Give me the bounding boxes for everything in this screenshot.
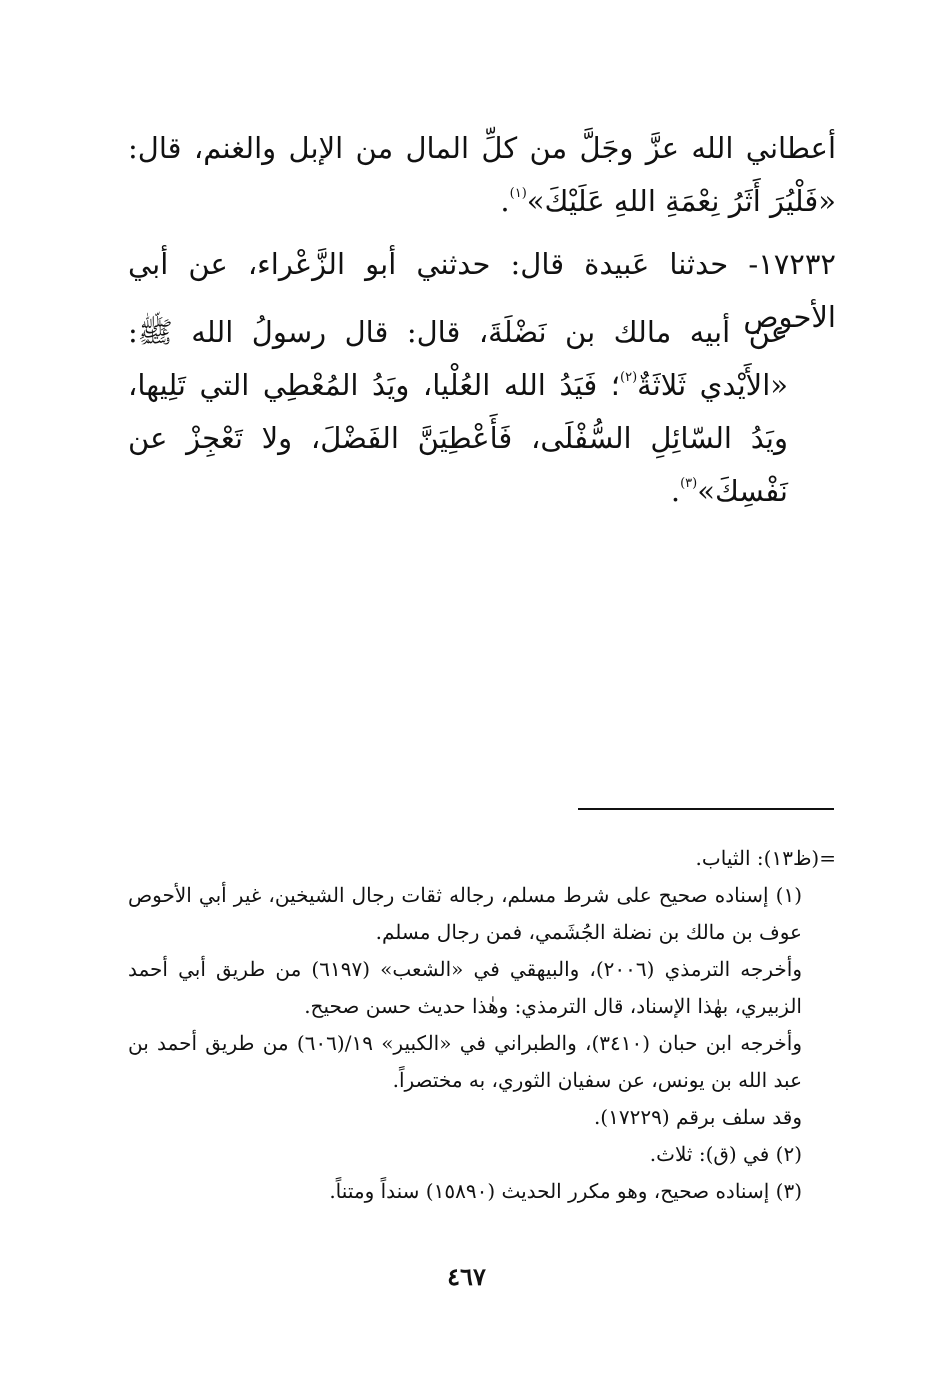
paragraph-1-end: . [500,184,510,218]
paragraph-3-text-a: عن أبيه مالك بن نَضْلَةَ، قال: قال رسولُ الله ﷺ: «الأَيْدي ثَلاثَةٌ [128,315,789,402]
footnote-divider [578,808,834,810]
footnote-3: (٣) إسناده صحيح، وهو مكرر الحديث (١٥٨٩٠) سنداً ومتناً. [329,1179,802,1203]
paragraph-2-text: حدثنا عَبيدة قال: حدثني أبو الزَّعْراء، عن أبي الأحوص [128,247,836,334]
footnote-1-d: وقد سلف برقم (١٧٢٢٩). [593,1105,802,1129]
footnote-1-a: (١) إسناده صحيح على شرط مسلم، رجاله ثقات رجال الشيخين، غير أبي الأحوص عوف بن مالك بن نضلة الجُشَمي، فمن رجال مسلم. [128,883,802,944]
footnotes [128,840,836,1210]
footnote-2: (٢) في (ق): ثلاث. [649,1142,802,1166]
main-text-paragraph-3 [128,306,836,518]
footnote-1-b: وأخرجه الترمذي (٢٠٠٦)، والبيهقي في «الشعب» (٦١٩٧) من طريق أبي أحمد الزبيري، بهٰذا الإسناد، قال الترمذي: وهٰذا حديث حسن صحيح. [128,957,802,1018]
footnote-1-c: وأخرجه ابن حبان (٣٤١٠)، والطبراني في «الكبير» ١٩/(٦٠٦) من طريق أحمد بن عبد الله بن يونس، عن سفيان الثوري، به مختصراً. [128,1031,802,1092]
footnote-continuation: =(ظ١٣): الثياب. [695,846,836,870]
footnote-ref-2: (٢) [620,370,638,385]
paragraph-3-end: . [670,474,681,508]
paragraph-1-text: أعطاني الله عزَّ وجَلَّ من كلِّ المال من الإبل والغنم، قال: «فَلْيُرَ أَثَرُ نِعْمَةِ اللهِ عَلَيْكَ» [128,131,836,218]
paragraph-3-text-b: ؛ فَيَدُ الله العُلْيا، ويَدُ المُعْطِي التي تَلِيها، ويَدُ السّائِلِ السُّفْلَى، فَأَعْطِيَنَّ الفَضْلَ، ولا تَعْجِزْ عن نَفْسِكَ» [128,368,788,508]
footnote-ref-3: (٣) [680,476,698,491]
main-text-paragraph-1 [128,122,836,228]
hadith-number: ١٧٢٣٢- [748,247,837,281]
footnote-ref-1: (١) [509,186,527,201]
page-number: ٤٦٧ [447,1262,486,1291]
